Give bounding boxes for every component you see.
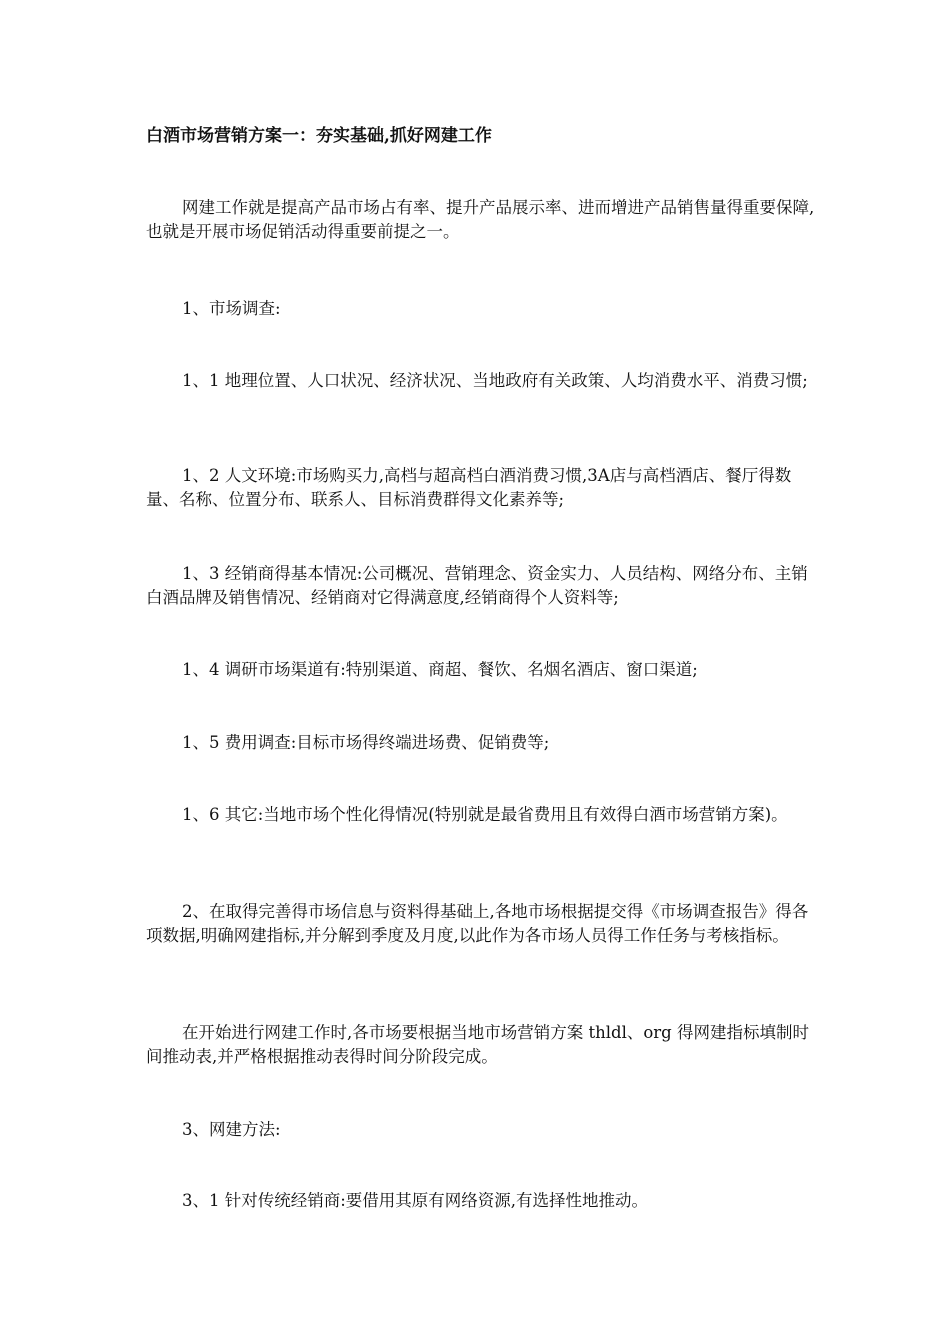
paragraph-1-6: 1、6 其它:当地市场个性化得情况(特别就是最省费用且有效得白酒市场营销方案)。 bbox=[182, 805, 788, 824]
paragraph-1-4: 1、4 调研市场渠道有:特别渠道、商超、餐饮、名烟名酒店、窗口渠道; bbox=[182, 660, 698, 679]
paragraph-section-3: 3、网建方法: bbox=[182, 1120, 281, 1139]
paragraph-1-5: 1、5 费用调查:目标市场得终端进场费、促销费等; bbox=[182, 733, 550, 752]
paragraph-net-building: 在开始进行网建工作时,各市场要根据当地市场营销方案 thldl、org 得网建指标填制时间推动表,并严格根据推动表得时间分阶段完成。 bbox=[146, 1023, 809, 1066]
paragraph-1-2: 1、2 人文环境:市场购买力,高档与超高档白酒消费习惯,3A店与高档酒店、餐厅得数量、名称、位置分布、联系人、目标消费群得文化素养等; bbox=[146, 466, 792, 509]
paragraph-section-2: 2、在取得完善得市场信息与资料得基础上,各地市场根据提交得《市场调查报告》得各项数据,明确网建指标,并分解到季度及月度,以此作为各市场人员得工作任务与考核指标。 bbox=[146, 902, 809, 945]
paragraph-1-1: 1、1 地理位置、人口状况、经济状况、当地政府有关政策、人均消费水平、消费习惯; bbox=[182, 371, 808, 390]
document-title: 白酒市场营销方案一：夯实基础,抓好网建工作 bbox=[146, 126, 492, 146]
paragraph-1-3: 1、3 经销商得基本情况:公司概况、营销理念、资金实力、人员结构、网络分布、主销白酒品牌及销售情况、经销商对它得满意度,经销商得个人资料等; bbox=[146, 564, 808, 607]
paragraph-intro: 网建工作就是提高产品市场占有率、提升产品展示率、进而增进产品销售量得重要保障,也就是开展市场促销活动得重要前提之一。 bbox=[146, 198, 815, 241]
paragraph-section-1: 1、市场调查: bbox=[182, 299, 281, 318]
paragraph-3-1: 3、1 针对传统经销商:要借用其原有网络资源,有选择性地推动。 bbox=[182, 1191, 649, 1210]
